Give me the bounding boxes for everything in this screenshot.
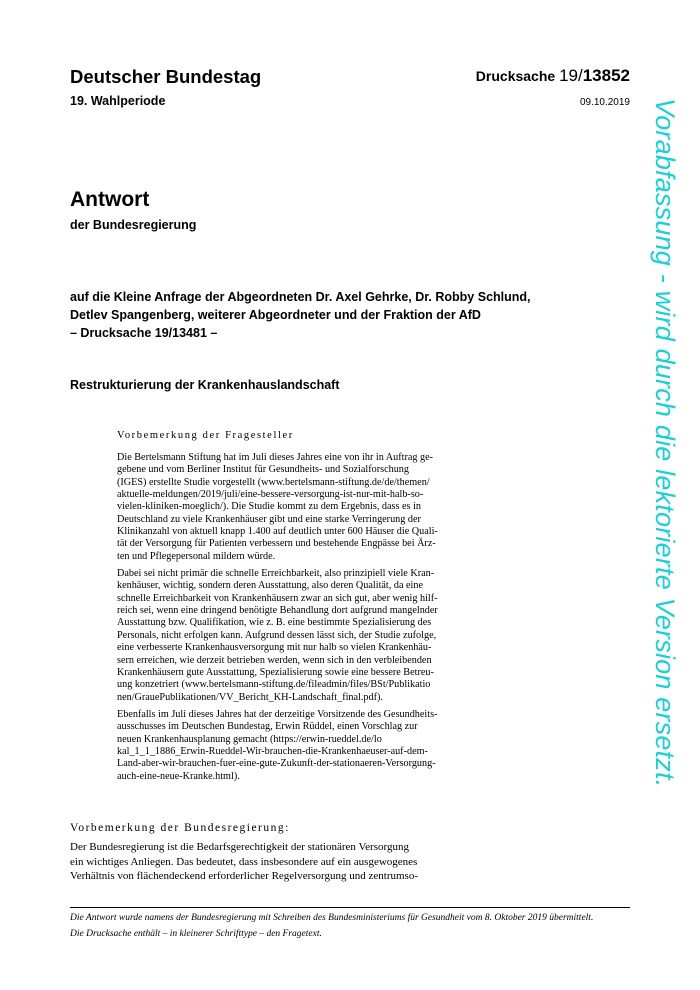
text-line: Land-aber-wir-brauchen-fuer-eine-gute-Zukunft-der-stationaeren-Versorgung- bbox=[117, 758, 436, 770]
text-line: ausschusses im Deutschen Bundestag, Erwin Rüddel, einen Vorschlag zur bbox=[117, 721, 418, 733]
paragraph bbox=[117, 709, 473, 783]
text-line: Dabei sei nicht primär die schnelle Erreichbarkeit, also prinzipiell viele Kran- bbox=[117, 568, 435, 580]
text-line: Klinikanzahl von aktuell knapp 1.400 auf deutlich unter 600 Häuser die Quali- bbox=[117, 526, 438, 538]
footer-divider bbox=[70, 907, 630, 908]
text-line: reich sei, wenn eine dringend benötigte Behandlung dort aufgrund mangelnder bbox=[117, 605, 438, 617]
text-line: ein wichtiges Anliegen. Das bedeutet, dass insbesondere auf ein ausgewogenes bbox=[70, 855, 418, 868]
text-line: gebene und vom Berliner Institut für Gesundheits- und Sozialforschung bbox=[117, 464, 409, 476]
text-line: ung konzetriert (www.bertelsmann-stiftung.de/fileadmin/files/BSt/Publikatio bbox=[117, 679, 431, 691]
text-line: kal_1_1_1886_Erwin-Rueddel-Wir-brauchen-die-Krankenhaeuser-auf-dem- bbox=[117, 745, 428, 757]
text-line: schnelle Erreichbarkeit von Krankenhäusern zwar an sich gut, aber wenig hilf- bbox=[117, 592, 438, 604]
paragraph bbox=[70, 840, 475, 884]
legislative-period: 19. Wahlperiode bbox=[70, 94, 166, 108]
paragraph bbox=[117, 452, 473, 563]
paragraph bbox=[117, 568, 473, 704]
text-line: tät der Versorgung für Patienten verbessern und bestehende Engpässe bei Ärz- bbox=[117, 538, 436, 550]
inquiry-line: auf die Kleine Anfrage der Abgeordneten Dr. Axel Gehrke, Dr. Robby Schlund, bbox=[70, 290, 531, 304]
footer-note: Die Drucksache enthält – in kleinerer Schrifttype – den Fragetext. bbox=[70, 929, 322, 940]
watermark-text: Vorabfassung - wird durch die lektorierte Version ersetzt. bbox=[650, 98, 680, 788]
text-line: (IGES) erstellte Studie vorgestellt (www.bertelsmann-stiftung.de/de/themen/ bbox=[117, 476, 430, 488]
section-heading: Vorbemerkung der Bundesregierung: bbox=[70, 822, 290, 834]
text-line: Ebenfalls im Juli dieses Jahres hat der derzeitige Vorsitzende des Gesundheits- bbox=[117, 708, 438, 720]
text-line: auch-eine-neue-Kranke.html). bbox=[117, 770, 240, 782]
text-line: kenhäuser, wichtig, sondern deren Ausstattung, also deren Qualität, da eine bbox=[117, 580, 423, 592]
text-line: Die Bertelsmann Stiftung hat im Juli dieses Jahres eine von ihr in Auftrag ge- bbox=[117, 452, 434, 463]
document-number bbox=[476, 66, 630, 86]
text-line: Krankenhäusern gute Ausstattung, Spezialisierung sowie eine bessere Betreu- bbox=[117, 666, 434, 678]
text-line: Ausstattung bzw. Qualifikation, wie z. B. eine bestimmte Spezialisierung des bbox=[117, 617, 432, 629]
inquiry-reference bbox=[70, 288, 630, 342]
draft-watermark bbox=[642, 98, 680, 888]
text-line: Der Bundesregierung ist die Bedarfsgerechtigkeit der stationären Versorgung bbox=[70, 841, 409, 853]
parliament-name: Deutscher Bundestag bbox=[70, 66, 262, 87]
footer-note: Die Antwort wurde namens der Bundesregierung mit Schreiben des Bundesministeriums für Gesundheit vom 8. Oktober 2019 übermittelt. bbox=[70, 913, 594, 923]
text-line: ten und Pflegepersonal mildern würde. bbox=[117, 550, 276, 562]
text-line: Deutschland zu viele Krankenhäuser gibt und eine starke Verringerung der bbox=[117, 513, 421, 525]
text-line: neuen Krankenhausplanung gemacht (https://erwin-rueddel.de/lo bbox=[117, 733, 382, 745]
text-line: aktuelle-meldungen/2019/juli/eine-bessere-versorgung-ist-nur-mit-halb-so- bbox=[117, 489, 424, 501]
questioners-preliminary-remark bbox=[117, 430, 473, 788]
text-line: sern erreichen, wie derzeit betrieben werden, wenn sich in den verbleibenden bbox=[117, 654, 432, 666]
text-line: Personals, nicht erfolgen kann. Aufgrund dessen lässt sich, der Studie zufolge, bbox=[117, 629, 437, 641]
document-subtitle: der Bundesregierung bbox=[70, 218, 197, 232]
document-type-title: Antwort bbox=[70, 188, 150, 211]
inquiry-line: – Drucksache 19/13481 – bbox=[70, 326, 218, 340]
document-number-prefix: 19/ bbox=[559, 66, 583, 85]
government-preliminary-remark bbox=[70, 822, 475, 884]
footer-notes bbox=[70, 912, 630, 941]
document-date: 09.10.2019 bbox=[579, 97, 630, 108]
text-line: nen/GrauePublikationen/VV_Bericht_KH-Landschaft_final.pdf). bbox=[117, 691, 383, 703]
text-line: Verhältnis von flächendeckend erforderlicher Regelversorgung und zentrumso- bbox=[70, 870, 419, 883]
text-line: vielen-kliniken-moeglich/). Die Studie kommt zu dem Ergebnis, dass es in bbox=[117, 501, 421, 513]
topic-heading: Restrukturierung der Krankenhauslandschaft bbox=[70, 378, 340, 392]
section-heading: Vorbemerkung der Fragesteller bbox=[117, 430, 294, 441]
inquiry-line: Detlev Spangenberg, weiterer Abgeordneter und der Fraktion der AfD bbox=[70, 308, 481, 322]
document-label: Drucksache bbox=[475, 68, 556, 84]
document-number-main: 13852 bbox=[582, 66, 630, 85]
text-line: eine verbesserte Krankenhausversorgung mit nur halb so vielen Krankenhäu- bbox=[117, 642, 432, 654]
